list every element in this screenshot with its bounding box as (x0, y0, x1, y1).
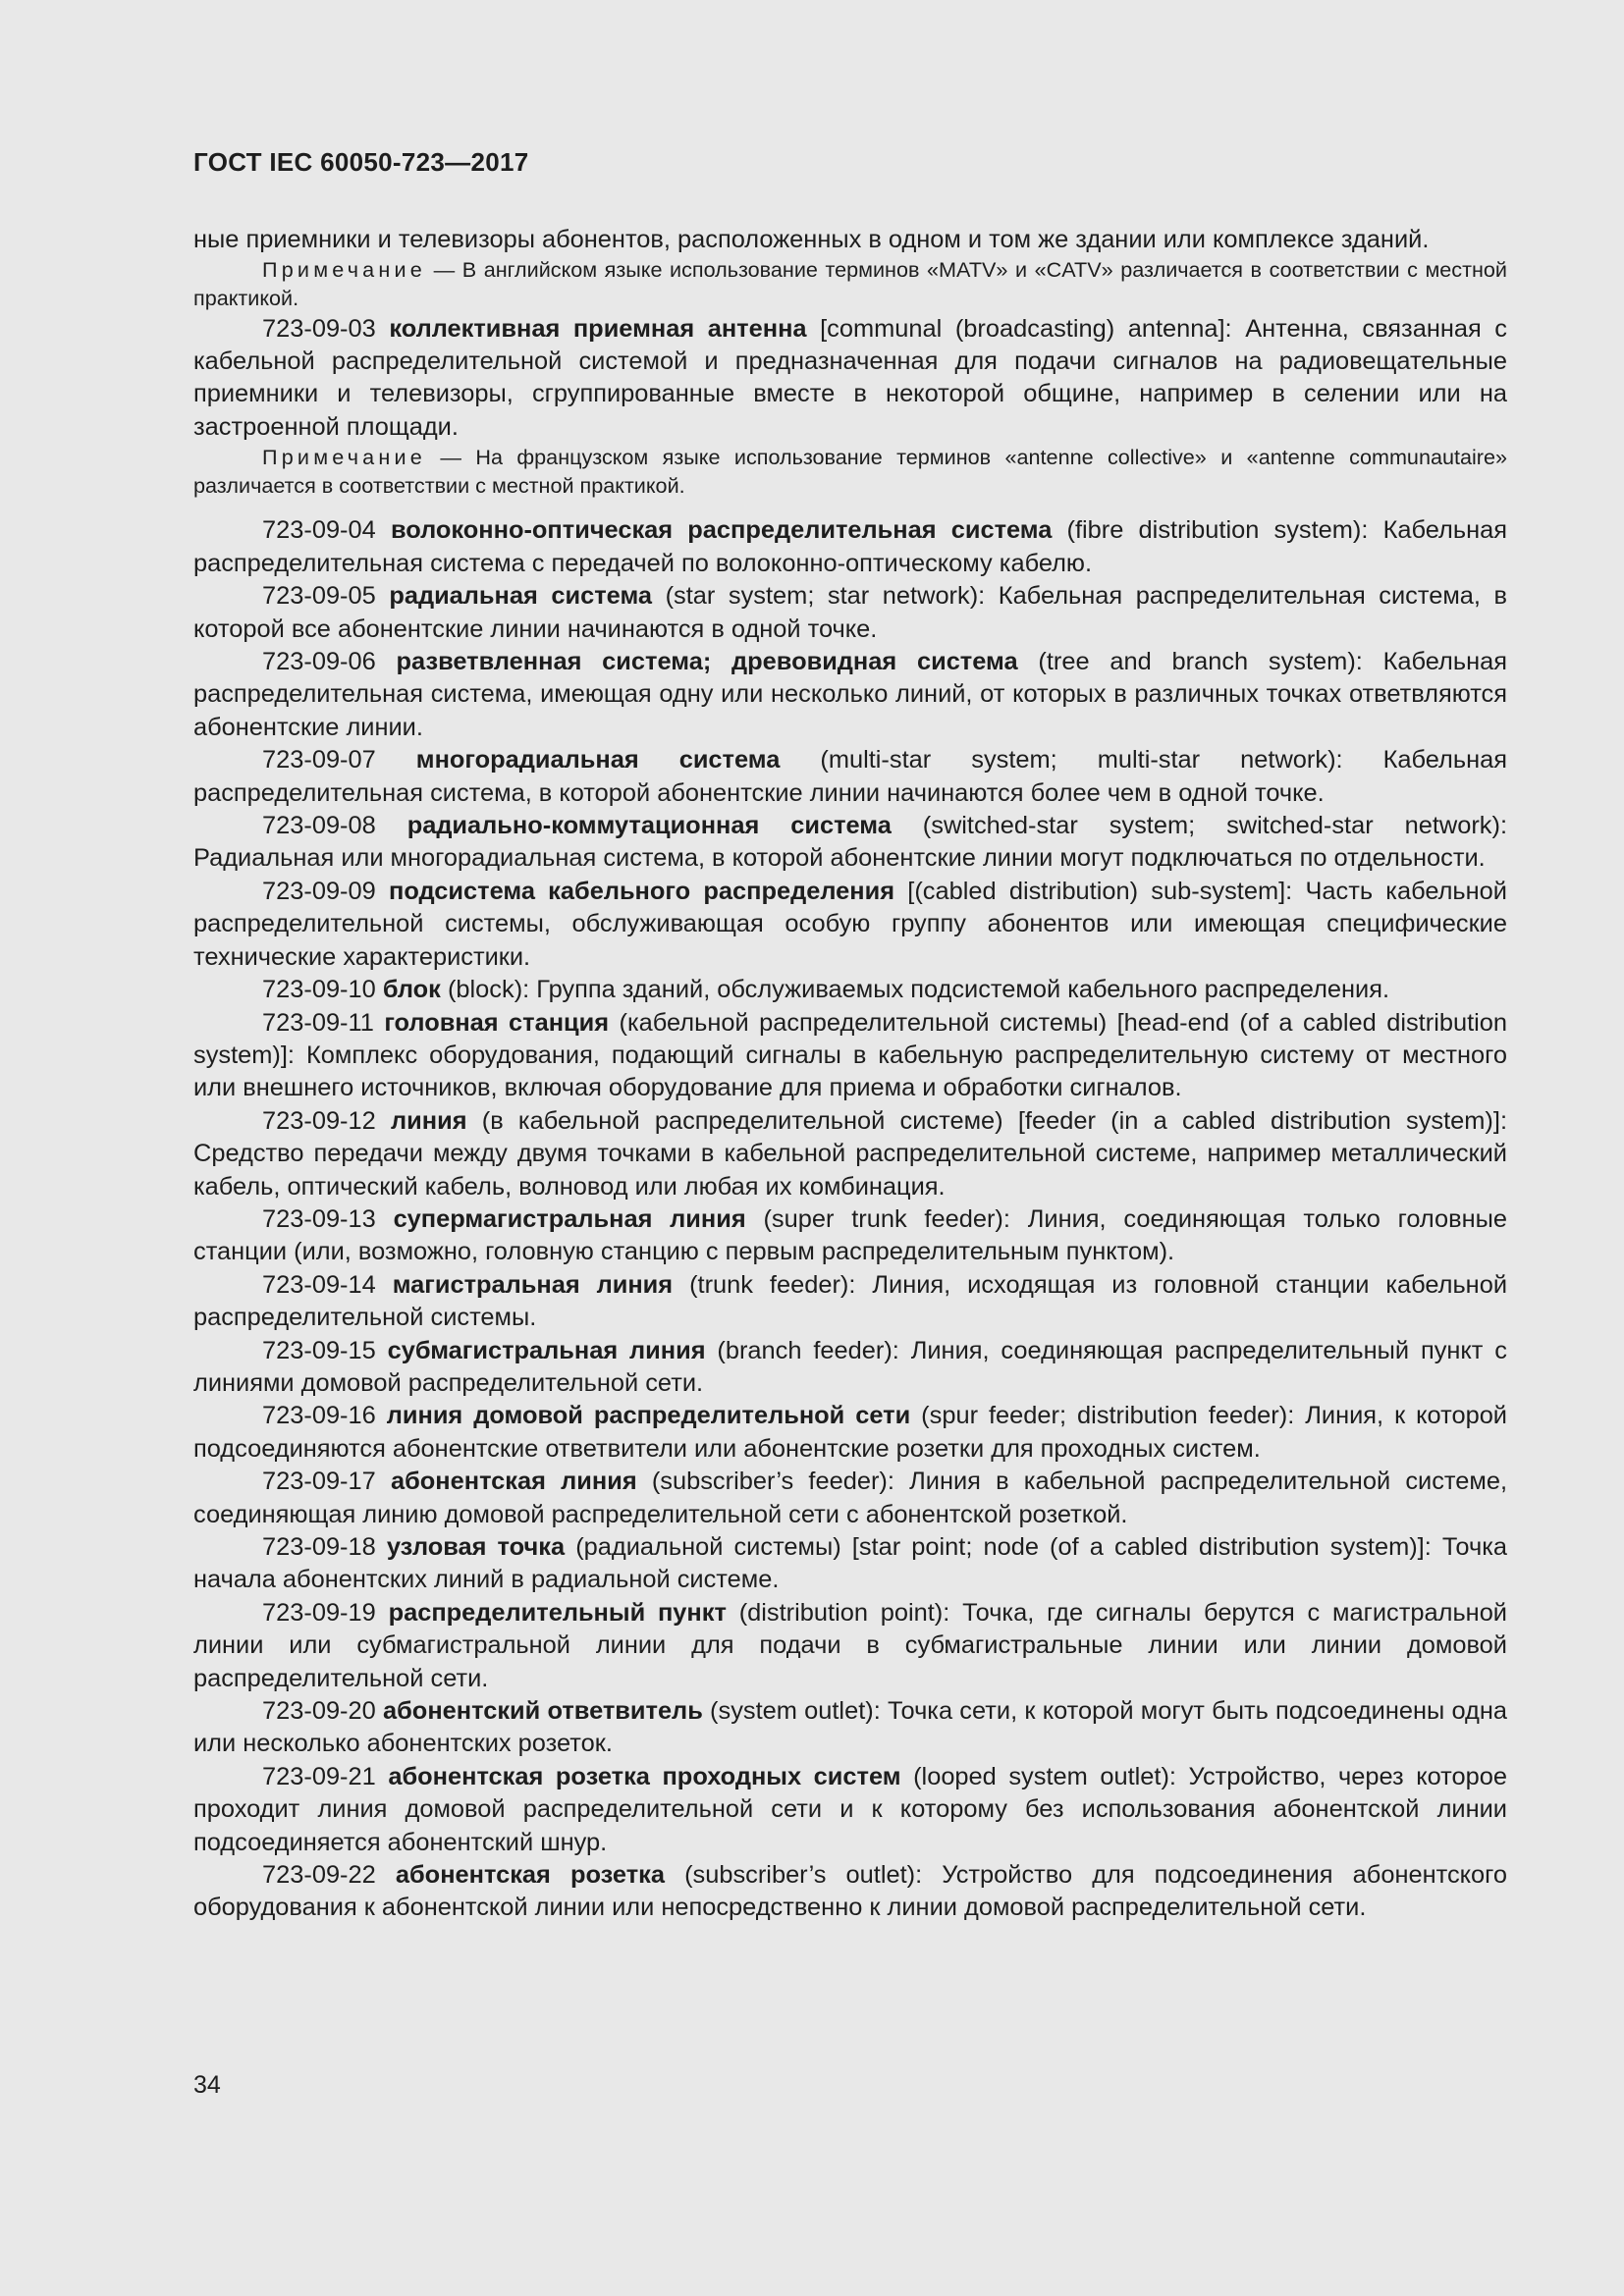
term-id: 723-09-20 (262, 1697, 376, 1726)
term-definition: (spur feeder; distribution feeder): Линия, к которой подсоединяются абонентские ответвители или абонентские розетки для проходных систем. (193, 1402, 1507, 1463)
term-entry (193, 1531, 1507, 1597)
term-definition: (system outlet): Точка сети, к которой могут быть подсоединены одна или несколько абонентских розеток. (193, 1697, 1507, 1758)
note-text: — В английском языке использование терминов «MATV» и «CATV» различается в соответствии с местной практикой. (193, 257, 1507, 310)
term-definition: (кабельной распределительной системы) [head-end (of a cabled distribution system)]: Комплекс оборудования, подающий сигналы в кабельную распределительную систему от местного или внешнего источников, включая оборудование для приема и обработки сигналов. (193, 1008, 1508, 1102)
note-label: Примечание (262, 445, 426, 470)
term-definition: (distribution point): Точка, где сигналы берутся с магистральной линии или субмагистральной линии для подачи в субмагистральные линии или линии домовой распределительной сети. (193, 1598, 1507, 1692)
term-id: 723-09-17 (262, 1468, 376, 1496)
term-name: узловая точка (386, 1533, 566, 1561)
term-name: подсистема кабельного распределения (389, 877, 895, 905)
term-id: 723-09-10 (262, 976, 376, 1004)
term-entry (193, 1400, 1507, 1466)
term-name: радиально-коммутационная система (406, 812, 892, 840)
term-entry (193, 1203, 1507, 1269)
term-id: 723-09-16 (262, 1402, 376, 1430)
term-entry (193, 1105, 1507, 1203)
term-entry (193, 646, 1507, 744)
term-name: разветвленная система; древовидная система (396, 648, 1018, 676)
term-definition: (радиальной системы) [star point; node (of a cabled distribution system)]: Точка начала абонентских линий в радиальной системе. (193, 1533, 1507, 1594)
term-id: 723-09-03 (262, 314, 376, 343)
term-name: головная станция (384, 1008, 610, 1037)
term-entry (193, 1466, 1507, 1531)
term-definition: (super trunk feeder): Линия, соединяющая только головные станции (или, возможно, головную станцию с первым распределительным пунктом). (193, 1204, 1507, 1266)
note-paragraph (193, 256, 1507, 312)
term-id: 723-09-19 (262, 1598, 376, 1627)
term-entry (193, 514, 1507, 580)
term-definition: (tree and branch system): Кабельная распределительная система, имеющая одну или несколько линий, от которых в различных точках ответвляются абонентские линии. (193, 648, 1507, 741)
term-id: 723-09-08 (262, 812, 376, 840)
term-id: 723-09-04 (262, 516, 376, 545)
term-id: 723-09-09 (262, 877, 376, 905)
term-entry (193, 744, 1507, 810)
term-id: 723-09-05 (262, 582, 376, 611)
term-id: 723-09-15 (262, 1336, 376, 1364)
term-definition: (switched-star system; switched-star network): Радиальная или многорадиальная система, в которой абонентские линии могут подключаться по отдельности. (193, 812, 1507, 873)
term-entry (193, 1335, 1507, 1401)
term-id: 723-09-21 (262, 1762, 376, 1790)
term-definition: (subscriber’s feeder): Линия в кабельной распределительной системе, соединяющая линию домовой распределительной сети с абонентской розеткой. (193, 1468, 1507, 1528)
term-name: абонентская розетка проходных систем (388, 1762, 901, 1790)
term-name: блок (382, 976, 441, 1004)
term-definition: (star system; star network): Кабельная распределительная система, в которой все абонентские линии начинаются в одной точке. (193, 582, 1507, 643)
term-entry (193, 1695, 1507, 1761)
term-definition: (block): Группа зданий, обслуживаемых подсистемой кабельного распределения. (440, 976, 1390, 1004)
term-id: 723-09-07 (262, 746, 376, 774)
intro-paragraph: ные приемники и телевизоры абонентов, расположенных в одном и том же здании или комплексе зданий. (193, 226, 1430, 253)
term-definition: (subscriber’s outlet): Устройство для подсоединения абонентского оборудования к абонентской линии или непосредственно к линии домовой распределительной сети. (193, 1861, 1507, 1922)
term-entry (193, 1859, 1507, 1925)
note-label: Примечание (262, 257, 426, 283)
term-name: волоконно-оптическая распределительная система (390, 516, 1053, 545)
term-id: 723-09-18 (262, 1533, 376, 1561)
term-name: распределительный пункт (388, 1598, 727, 1627)
term-name: линия домовой распределительной сети (386, 1402, 911, 1430)
term-name: абонентская розетка (395, 1861, 665, 1890)
term-entry (193, 876, 1507, 974)
term-definition: (multi-star system; multi-star network): Кабельная распределительная система, в которой абонентские линии начинаются более чем в одной точке. (193, 746, 1507, 807)
term-name: линия (391, 1106, 467, 1135)
term-name: многорадиальная система (415, 746, 781, 774)
page-number: 34 (193, 2071, 221, 2099)
term-definition: (fibre distribution system): Кабельная распределительная система с передачей по волоконно-оптическому кабелю. (193, 516, 1507, 577)
term-name: абонентская линия (390, 1468, 637, 1496)
term-name: субмагистральная линия (387, 1336, 706, 1364)
page-content (193, 224, 1507, 1925)
term-list (193, 514, 1507, 1924)
note-text: — На французском языке использование терминов «antenne collective» и «antenne communautaire» различается в соответствии с местной практикой. (193, 445, 1507, 498)
term-id: 723-09-06 (262, 648, 376, 676)
term-definition: (trunk feeder): Линия, исходящая из головной станции кабельной распределительной системы. (193, 1270, 1508, 1332)
term-entry (193, 810, 1507, 876)
term-name: коллективная приемная антенна (389, 314, 807, 343)
standard-header: ГОСТ IEC 60050-723—2017 (193, 147, 529, 177)
term-entry (193, 1269, 1507, 1335)
term-name: радиальная система (389, 582, 653, 611)
term-entry (193, 580, 1507, 646)
term-definition: (в кабельной распределительной системе) [feeder (in a cabled distribution system)]: Средство передачи между двумя точками в кабельной распределительной системе, например металлический кабель, оптический кабель, волновод или любая их комбинация. (193, 1106, 1507, 1201)
term-definition: [communal (broadcasting) antenna]: Антенна, связанная с кабельной распределительной системой и предназначенная для подачи сигналов на радиовещательные приемники и телевизоры, сгруппированные вместе в некоторой общине, например в селении или на застроенной площади. (193, 314, 1507, 441)
term-name: супермагистральная линия (393, 1204, 746, 1233)
term-definition: [(cabled distribution) sub-system]: Часть кабельной распределительной системы, обслуживающая особую группу абонентов или имеющая специфические технические характеристики. (193, 877, 1507, 971)
note-paragraph (193, 444, 1507, 500)
term-entry (193, 313, 1507, 445)
term-id: 723-09-11 (262, 1008, 374, 1037)
term-name: магистральная линия (392, 1270, 674, 1299)
term-definition: (looped system outlet): Устройство, через которое проходит линия домовой распределительной сети и к которому без использования абонентской линии подсоединяется абонентский шнур. (193, 1762, 1508, 1856)
term-id: 723-09-13 (262, 1204, 376, 1233)
term-entry (193, 1007, 1507, 1105)
term-id: 723-09-22 (262, 1861, 376, 1890)
term-id: 723-09-12 (262, 1106, 376, 1135)
term-entry (193, 1761, 1507, 1859)
term-definition: (branch feeder): Линия, соединяющая распределительный пункт с линиями домовой распределительной сети. (193, 1336, 1507, 1397)
term-entry (193, 1597, 1507, 1695)
term-id: 723-09-14 (262, 1270, 376, 1299)
term-name: абонентский ответвитель (383, 1697, 703, 1726)
term-entry (193, 974, 1507, 1006)
